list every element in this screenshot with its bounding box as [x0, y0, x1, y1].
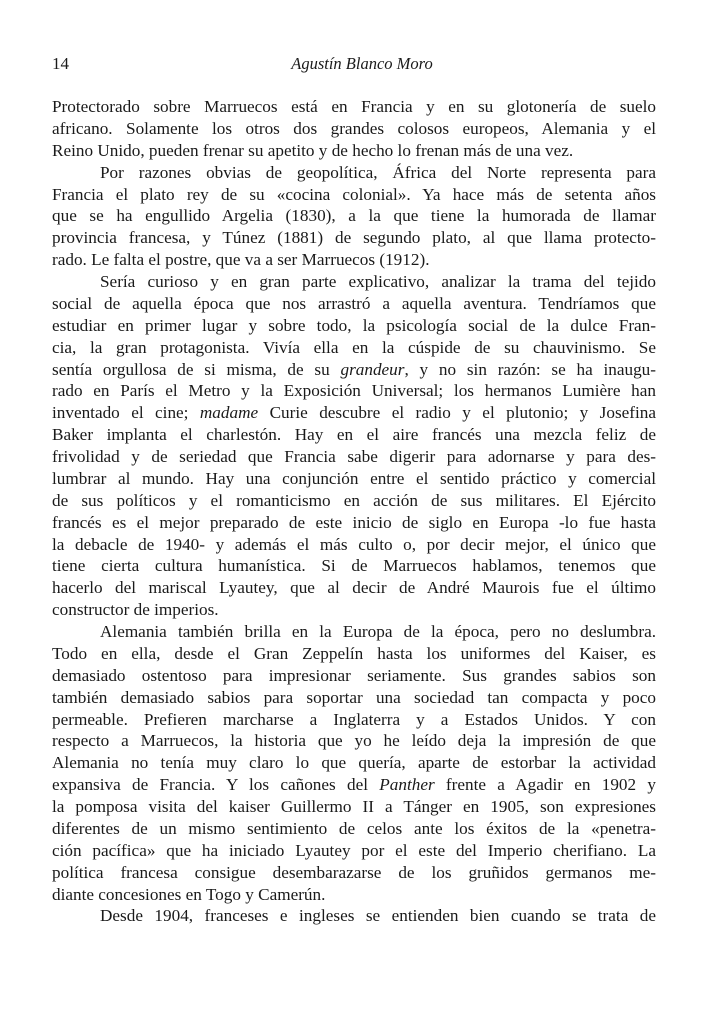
text-segment: Protectorado sobre Marruecos está en Francia y en su glotonería de suelo: [52, 97, 656, 116]
text-segment: Por razones obvias de geopolítica, África del Norte representa para: [100, 162, 656, 182]
text-segment: sentía orgullosa de si misma, de su: [52, 359, 341, 379]
text-line: [52, 446, 656, 468]
text-line: [52, 555, 656, 577]
text-line: [52, 315, 656, 337]
text-segment: política francesa consigue desembarazarse de los gruñidos germanos me-: [52, 862, 656, 882]
text-line: [52, 490, 656, 512]
text-segment: también demasiado sabios para soportar una sociedad tan compacta y poco: [52, 687, 656, 707]
text-segment: lumbrar al mundo. Hay una conjunción entre el sentido práctico y comercial: [52, 468, 656, 488]
text-line: [52, 621, 656, 643]
text-line: [52, 534, 656, 556]
text-line: [52, 687, 656, 709]
text-line: [52, 118, 656, 140]
text-segment: respecto a Marruecos, la historia que yo he leído deja la impresión de que: [52, 731, 656, 751]
body-text: [52, 96, 656, 927]
text-segment: Curie descubre el radio y el plutonio; y Josefina: [258, 403, 656, 423]
text-line: [52, 905, 656, 927]
text-segment: francés es el mejor preparado de este inicio de siglo en Europa -lo fue hasta: [52, 512, 656, 532]
text-segment: frente a Agadir en 1902 y: [434, 775, 656, 795]
text-line: [52, 293, 656, 315]
text-segment: hacerlo del mariscal Lyautey, que al decir de André Maurois fue el último: [52, 578, 656, 598]
text-segment: Reino Unido, pueden frenar su apetito y de hecho lo frenan más de una vez.: [52, 140, 574, 160]
text-line: [52, 184, 656, 206]
text-segment: cia, la gran protagonista. Vivía ella en la cúspide de su chauvinismo. Se: [52, 337, 656, 357]
text-segment: diante concesiones en Togo y Camerún.: [52, 884, 326, 904]
text-line: [52, 818, 656, 840]
text-line: [52, 774, 656, 796]
text-line: [52, 862, 656, 884]
text-segment: rado en París el Metro y la Exposición Universal; los hermanos Lumière han: [52, 381, 656, 401]
text-line: [52, 709, 656, 731]
text-line: [52, 512, 656, 534]
page-number: 14: [52, 54, 69, 73]
text-line: [52, 359, 656, 381]
text-segment: constructor de imperios.: [52, 600, 219, 620]
text-line: [52, 752, 656, 774]
text-segment: Francia el plato rey de su «cocina colonial». Ya hace más de setenta años: [52, 184, 656, 204]
text-line: [52, 271, 656, 293]
text-line: [52, 599, 656, 621]
text-segment: Alemania también brilla en la Europa de la época, pero no deslumbra.: [100, 622, 656, 641]
text-segment: frivolidad y de seriedad que Francia sabe digerir para adornarse y para des-: [52, 447, 656, 466]
text-line: [52, 205, 656, 227]
page-header: [52, 54, 672, 78]
text-line: [52, 796, 656, 818]
text-segment: diferentes de un mismo sentimiento de celos ante los éxitos de la «penetra-: [52, 818, 656, 838]
text-line: [52, 337, 656, 359]
text-segment: inventado el cine;: [52, 403, 200, 423]
text-line: [52, 468, 656, 490]
text-segment: la pomposa visita del kaiser Guillermo II a Tánger en 1905, son expresiones: [52, 797, 656, 816]
text-segment: Todo en ella, desde el Gran Zeppelín hasta los uniformes del Kaiser, es: [52, 643, 656, 663]
text-segment: de sus políticos y el romanticismo en acción de sus militares. El Ejército: [52, 490, 656, 510]
text-segment: expansiva de Francia. Y los cañones del: [52, 775, 380, 795]
text-line: [52, 424, 656, 446]
text-line: [52, 140, 656, 162]
text-segment: ción pacífica» que ha iniciado Lyautey por el este del Imperio cherifiano. La: [52, 840, 656, 860]
text-line: [52, 730, 656, 752]
text-line: [52, 840, 656, 862]
text-line: [52, 643, 656, 665]
text-line: [52, 380, 656, 402]
text-line: [52, 96, 656, 118]
text-segment: Sería curioso y en gran parte explicativo, analizar la trama del tejido: [100, 272, 656, 291]
text-segment: demasiado ostentoso para impresionar seriamente. Sus grandes sabios son: [52, 665, 656, 685]
text-segment: que se ha engullido Argelia (1830), a la que tiene la humorada de llamar: [52, 206, 656, 226]
text-segment: social de aquella época que nos arrastró a aquella aventura. Tendríamos que: [52, 293, 656, 313]
text-line: [52, 162, 656, 184]
italic-text: Panther: [379, 775, 435, 795]
text-segment: la debacle de 1940- y además el más culto o, por decir mejor, el único que: [52, 534, 656, 554]
text-segment: permeable. Prefieren marcharse a Inglaterra y a Estados Unidos. Y con: [52, 709, 656, 729]
text-line: [52, 577, 656, 599]
text-segment: , y no sin razón: se ha inaugu-: [404, 359, 656, 379]
text-line: [52, 249, 656, 271]
text-segment: africano. Solamente los otros dos grandes colosos europeos, Alemania y el: [52, 118, 656, 138]
text-segment: rado. Le falta el postre, que va a ser Marruecos (1912).: [52, 250, 430, 270]
text-segment: Desde 1904, franceses e ingleses se entienden bien cuando se trata de: [100, 906, 656, 926]
text-line: [52, 665, 656, 687]
text-line: [52, 227, 656, 249]
text-segment: provincia francesa, y Túnez (1881) de segundo plato, al que llama protecto-: [52, 228, 656, 248]
text-line: [52, 402, 656, 424]
text-segment: Baker implanta el charlestón. Hay en el aire francés una mezcla feliz de: [52, 425, 656, 445]
running-title: Agustín Blanco Moro: [291, 54, 433, 73]
text-segment: tiene cierta cultura humanística. Si de Marruecos hablamos, tenemos que: [52, 556, 656, 576]
text-segment: Alemania no tenía muy claro lo que quería, aparte de estorbar la actividad: [52, 753, 656, 773]
italic-text: madame: [199, 403, 259, 423]
text-segment: estudiar en primer lugar y sobre todo, la psicología social de la dulce Fran-: [52, 315, 656, 335]
italic-text: grandeur: [340, 359, 405, 379]
text-line: [52, 884, 656, 906]
